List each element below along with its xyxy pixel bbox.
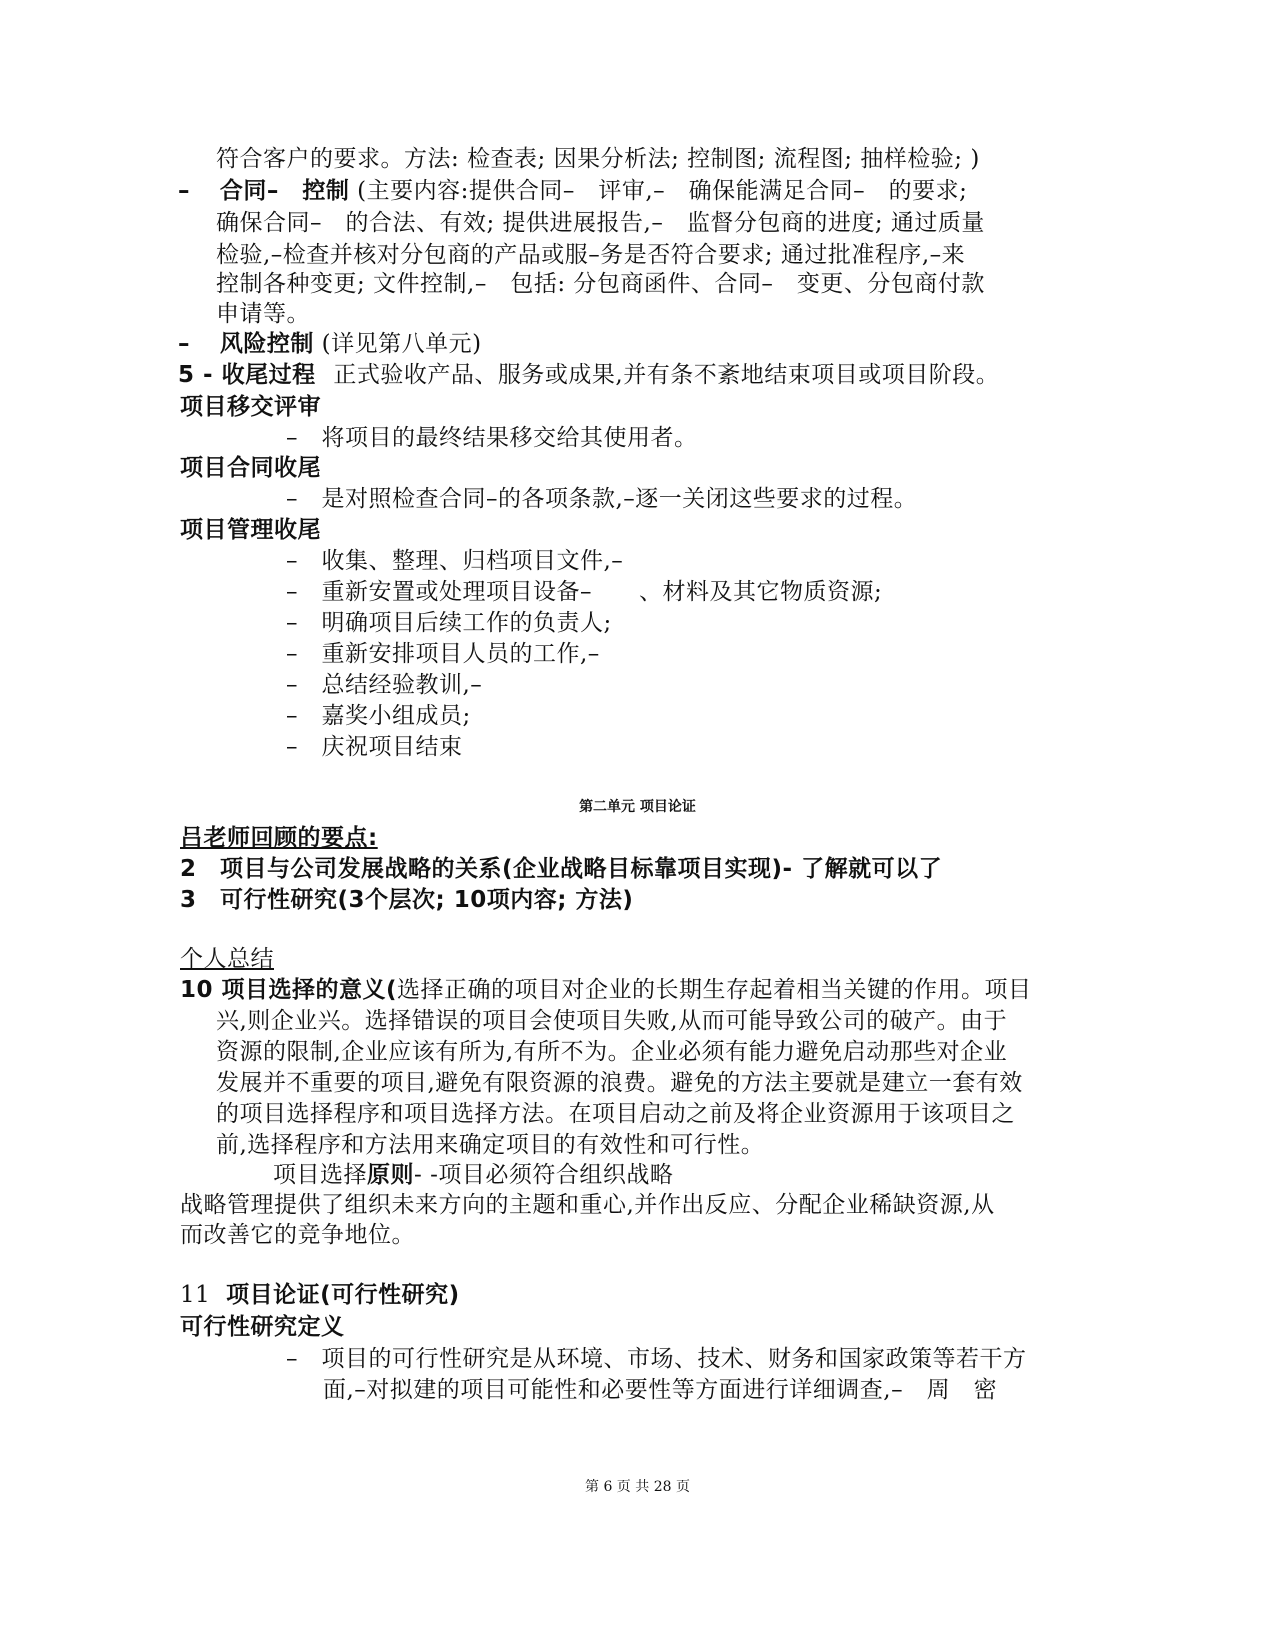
item-heading: 风险控制 [219, 331, 314, 357]
text-line: 战略管理提供了组织未来方向的主题和重心,并作出反应、分配企业稀缺资源,从 [180, 1192, 995, 1218]
paragraph-text: 选择正确的项目对企业的长期生存起着相当关键的作用。项目 [397, 977, 1032, 1003]
text-line: 的项目选择程序和项目选择方法。在项目启动之前及将企业资源用于该项目之 [216, 1101, 1015, 1127]
unit-title: 第二单元 项目论证 [579, 799, 696, 815]
list-item: – 收集、整理、归档项目文件,– [286, 548, 624, 574]
section-heading: 项目论证(可行性研究) [226, 1282, 460, 1308]
list-item: – 是对照检查合同–的各项条款,–逐一关闭这些要求的过程。 [286, 486, 918, 512]
principle-text: - -项目必须符合组织战略 [414, 1162, 674, 1188]
list-item: – 总结经验教训,– [286, 672, 483, 698]
text-line: 申请等。 [216, 301, 310, 327]
list-item: – 将项目的最终结果移交给其使用者。 [286, 425, 698, 451]
principle-line [273, 1159, 673, 1191]
list-item: – 嘉奖小组成员; [286, 703, 471, 729]
subheading: 吕老师回顾的要点: [180, 825, 378, 851]
text-line: 确保合同– 的合法、有效; 提供进展报告,– 监督分包商的进度; 通过质量 [216, 210, 985, 236]
section-line [180, 1279, 460, 1311]
numbered-item: 3 可行性研究(3个层次; 10项内容; 方法) [180, 887, 634, 913]
principle-prefix: 项目选择 [273, 1162, 367, 1188]
list-item: – 明确项目后续工作的负责人; [286, 610, 612, 636]
paragraph-line [180, 974, 1032, 1006]
text-line: 发展并不重要的项目,避免有限资源的浪费。避免的方法主要就是建立一套有效 [216, 1070, 1023, 1096]
bullet-dash: – [178, 178, 190, 204]
numbered-item: 2 项目与公司发展战略的关系(企业战略目标靠项目实现)- 了解就可以了 [180, 856, 943, 882]
section-heading: 5 - 收尾过程 [178, 362, 316, 388]
text-line: 检验,–检查并核对分包商的产品或服–务是否符合要求; 通过批准程序,–来 [216, 242, 966, 268]
item-text: (详见第八单元) [321, 331, 482, 357]
subheading: 项目管理收尾 [180, 517, 321, 543]
subheading: 个人总结 [180, 946, 274, 972]
principle-keyword: 原则 [367, 1162, 414, 1188]
subheading: 项目合同收尾 [180, 455, 321, 481]
text-line: 符合客户的要求。方法: 检查表; 因果分析法; 控制图; 流程图; 抽样检验; ) [216, 146, 980, 172]
list-item [178, 175, 967, 207]
paragraph-heading: 10 项目选择的意义( [180, 977, 398, 1003]
subheading: 可行性研究定义 [180, 1314, 345, 1340]
subheading: 项目移交评审 [180, 394, 321, 420]
page-footer: 第 6 页 共 28 页 [585, 1479, 690, 1495]
text-line: 而改善它的竞争地位。 [180, 1222, 415, 1248]
text-line: 资源的限制,企业应该有所为,有所不为。企业必须有能力避免启动那些对企业 [216, 1039, 1008, 1065]
list-item [178, 328, 482, 360]
text-line: 兴,则企业兴。选择错误的项目会使项目失败,从而可能导致公司的破产。由于 [216, 1008, 1008, 1034]
list-item: – 重新安排项目人员的工作,– [286, 641, 600, 667]
list-item: – 项目的可行性研究是从环境、市场、技术、财务和国家政策等若干方 [286, 1346, 1027, 1372]
item-heading: 合同– 控制 [219, 178, 350, 204]
list-item: – 庆祝项目结束 [286, 734, 463, 760]
text-line: 控制各种变更; 文件控制,– 包括: 分包商函件、合同– 变更、分包商付款 [216, 271, 985, 297]
list-item: – 重新安置或处理项目设备– 、材料及其它物质资源; [286, 579, 883, 605]
section-line [178, 359, 999, 391]
section-number: 11 [180, 1282, 211, 1308]
section-text: 正式验收产品、服务或成果,并有条不紊地结束项目或项目阶段。 [333, 362, 1000, 388]
text-line: 前,选择程序和方法用来确定项目的有效性和可行性。 [216, 1132, 765, 1158]
text-line: 面,–对拟建的项目可能性和必要性等方面进行详细调查,– 周 密 [323, 1377, 998, 1403]
bullet-dash: – [178, 331, 190, 357]
item-text: (主要内容:提供合同– 评审,– 确保能满足合同– 的要求; [357, 178, 968, 204]
